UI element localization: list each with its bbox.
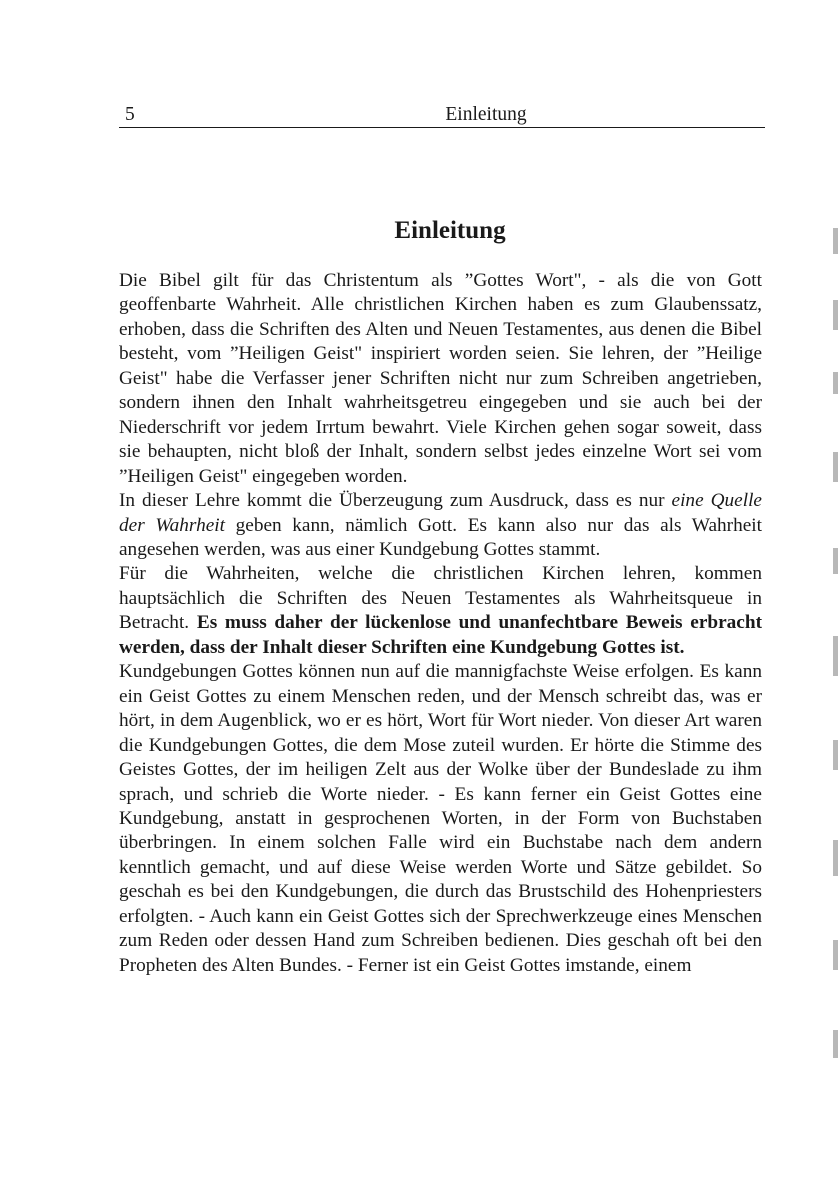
scan-edge-mark [833,1030,838,1058]
running-header [119,103,765,128]
page-number: 5 [125,104,135,125]
paragraph-1: Die Bibel gilt für das Christentum als ”Gottes Wort", - als die von Gott geoffenbarte Wahrheit. Alle christlichen Kirchen haben es zum Glaubenssatz, erhoben, dass die Schriften des Alten und Neuen Testamentes, aus denen die Bibel besteht, vom ”Heiligen Geist" inspiriert worden seien. Sie lehren, der ”Heilige Geist" habe die Verfasser jener Schriften nicht nur zum Schreiben angetrieben, sondern ihnen den Inhalt wahrheitsgetreu eingegeben und sie auch bei der Niederschrift vor jedem Irrtum bewahrt. Viele Kirchen gehen sogar soweit, dass sie behaupten, nicht bloß der Inhalt, sondern selbst jedes einzelne Wort sei vom ”Heiligen Geist" eingegeben worden. [119,270,762,487]
paragraph-2-text-start: In dieser Lehre kommt die Überzeugung zum Ausdruck, dass es nur [119,490,672,512]
scan-edge-mark [833,228,838,254]
chapter-title: Einleitung [394,217,506,244]
scan-edge-mark [833,840,838,876]
scan-edge-mark [833,940,838,970]
paragraph-3-bold-statement: Es muss daher der lückenlose und unanfechtbare Beweis erbracht werden, dass der Inhalt dieser Schriften eine Kundgebung Gottes ist. [119,612,762,658]
scan-edge-mark [833,452,838,482]
scan-edge-mark [833,636,838,676]
scan-edge-mark [833,740,838,770]
paragraph-2-emphasis: eine Quelle der Wahrheit [119,490,762,536]
paragraph-3 [119,562,762,660]
running-title: Einleitung [445,104,527,125]
scan-edge-mark [833,548,838,574]
scan-edge-mark [833,300,838,330]
scan-edge-mark [833,372,838,394]
paragraph-3-text: Für die Wahrheiten, welche die christlichen Kirchen lehren, kommen hauptsächlich die Schriften des Neuen Testamentes als Wahrheitsqueue in Betracht. [119,563,762,634]
paragraph-4: Kundgebungen Gottes können nun auf die mannigfachste Weise erfolgen. Es kann ein Geist Gottes zu einem Menschen reden, und der Mensch schreibt das, was er hört, in dem Augenblick, wo er es hört, Wort für Wort nieder. Von dieser Art waren die Kundgebungen Gottes, die dem Mose zuteil wurden. Er hörte die Stimme des Geistes Gottes, der im heiligen Zelt aus der Wolke über der Bundeslade zu ihm sprach, und schrieb die Worte nieder. - Es kann ferner ein Geist Gottes eine Kundgebung, anstatt in gesprochenen Worten, in der Form von Buchstaben überbringen. In einem solchen Falle wird ein Buchstabe nach dem andern kenntlich gemacht, und auf diese Weise werden Worte und Sätze gebildet. So geschah es bei den Kundgebungen, die durch das Brustschild des Hohenpriesters erfolgten. - Auch kann ein Geist Gottes sich der Sprechwerkzeuge eines Menschen zum Reden oder dessen Hand zum Schreiben bedienen. Dies geschah oft bei den Propheten des Alten Bundes. - Ferner ist ein Geist Gottes imstande, einem [119,661,762,976]
paragraph-2 [119,489,762,562]
body-text [119,269,762,978]
paragraph-2-text-end: geben kann, nämlich Gott. Es kann also nur das als Wahrheit angesehen werden, was aus einer Kundgebung Gottes stammt. [119,514,762,560]
